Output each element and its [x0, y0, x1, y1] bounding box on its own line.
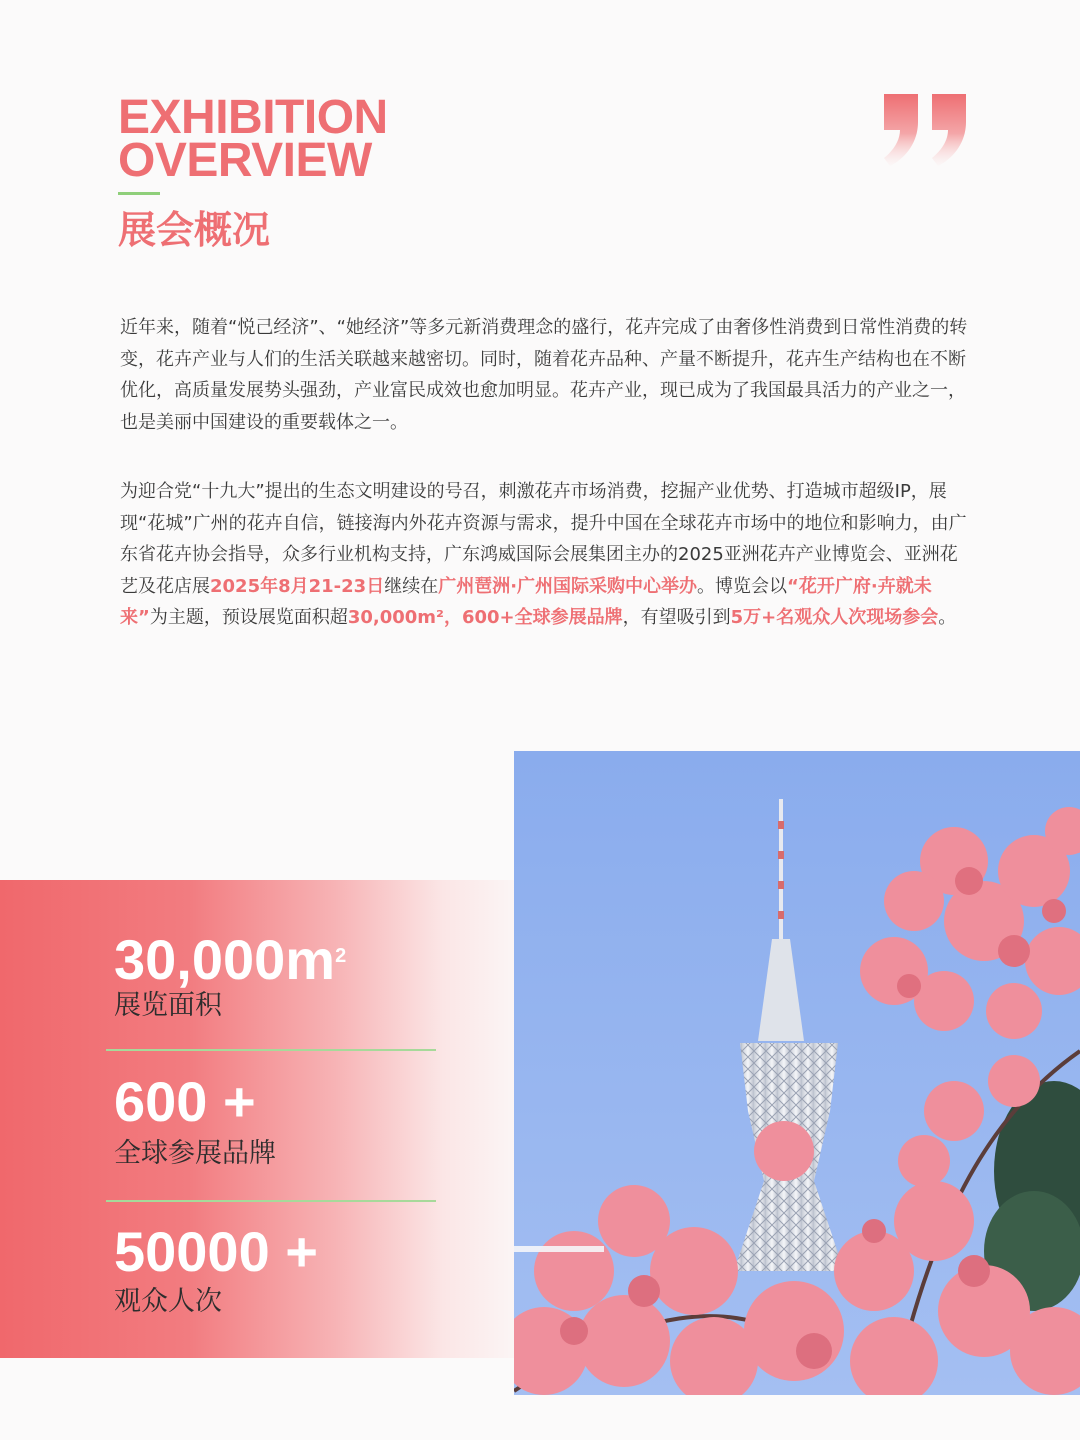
heading-en — [118, 91, 388, 187]
stat-area-unit-sup: 2 — [335, 945, 347, 967]
stat-visitors-label: 观众人次 — [114, 1286, 222, 1317]
intro-paragraph-2 — [120, 476, 970, 634]
stat-visitors-value: 50000 + — [114, 1220, 318, 1283]
p2-text-c: 。博览会以 — [697, 575, 788, 597]
p2-date: 2025年8月21-23日 — [210, 575, 385, 597]
p2-venue: 广州琶洲·广州国际采购中心举办 — [438, 575, 698, 597]
stat-brands-value: 600 + — [114, 1070, 256, 1133]
canton-tower-photo-illustration — [514, 751, 1080, 1395]
stat-area-number: 30,000m — [114, 928, 336, 991]
quote-icon — [882, 92, 968, 172]
stat-area-label: 展览面积 — [114, 990, 222, 1021]
stat-divider — [106, 1049, 436, 1051]
p2-visitors: 5万+名观众人次现场参会 — [730, 607, 939, 628]
canton-tower-photo — [514, 751, 1080, 1395]
p2-text-f: 。 — [938, 607, 957, 628]
accent-line — [118, 192, 160, 195]
stat-area-value — [114, 930, 346, 990]
p2-text-d: 为主题，预设展览面积超 — [149, 607, 348, 628]
p2-text-b: 继续在 — [384, 575, 439, 597]
p2-text-a: 为迎合党“十九大”提出的生态文明建设的号召，刺激花卉市场消费，挖掘产业优势、打造城市超级IP，展现“花城”广州的花卉自信，链接海内外花卉资源与需求，提升中国在全球花卉市场中的地位和影响力，由广东省花卉协会指导，众多行业机构支持，广东鸿威国际会展集团主办的2025亚洲花卉产业博览会、亚洲花艺及花店展 — [120, 481, 967, 597]
stat-divider — [106, 1200, 436, 1202]
p2-area: 30,000m²，600+全球参展品牌 — [347, 607, 623, 628]
heading-zh: 展会概况 — [118, 208, 271, 252]
p2-text-e: ，有望吸引到 — [622, 607, 731, 628]
stat-brands-label: 全球参展品牌 — [114, 1138, 276, 1169]
stats-panel — [0, 880, 540, 1358]
heading-en-line2: OVERVIEW — [118, 134, 372, 187]
intro-paragraph-1: 近年来，随着“悦己经济”、“她经济”等多元新消费理念的盛行，花卉完成了由奢侈性消费到日常性消费的转变，花卉产业与人们的生活关联越来越密切。同时，随着花卉品种、产量不断提升，花卉生产结构也在不断优化，高质量发展势头强劲，产业富民成效也愈加明显。花卉产业，现已成为了我国最具活力的产业之一，也是美丽中国建设的重要载体之一。 — [120, 317, 968, 433]
p2-theme: “花开广府·卉就未来” — [120, 575, 932, 628]
heading-en-line1: EXHIBITION — [118, 91, 388, 144]
